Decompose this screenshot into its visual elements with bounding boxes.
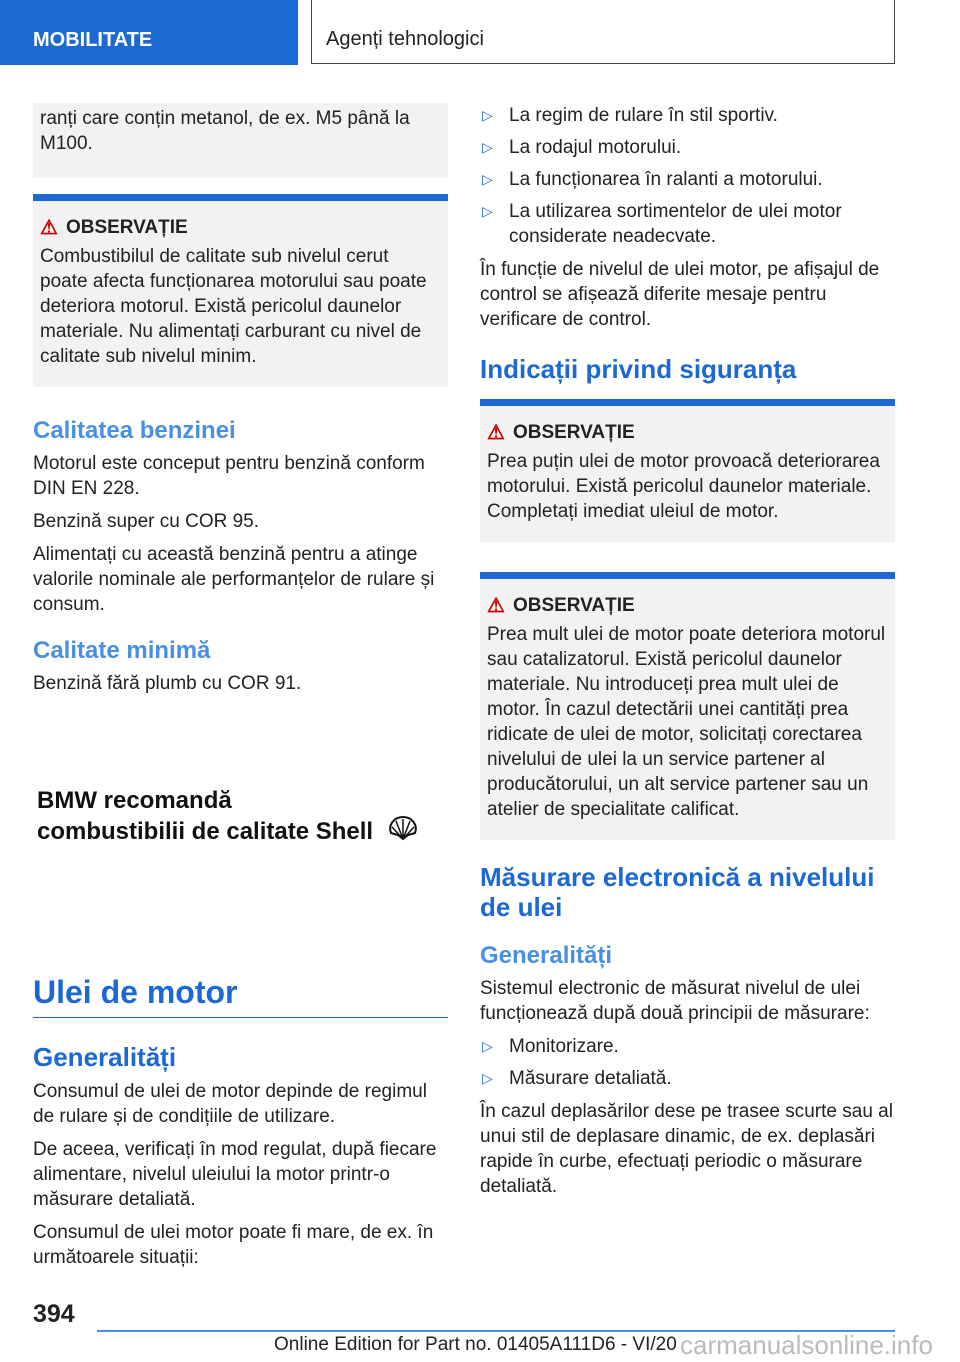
- list-item: ▷ La funcționarea în ralanti a motorului.: [482, 169, 823, 190]
- paragraph: În funcție de nivelul de ulei motor, pe afișajul de control se afișează diferite mesaje pentru verificare de control.: [480, 259, 880, 330]
- paragraph: Alimentați cu această benzină pentru a atinge valorile nominale ale performanțelor de rulare și consum.: [33, 544, 435, 615]
- list-item: ▷ La rodajul motorului.: [482, 137, 682, 158]
- note-title: OBSERVAȚIE: [512, 594, 635, 616]
- consumption-list: [480, 103, 895, 249]
- note-text: Prea puțin ulei de motor provoacă deteriorarea motorului. Există pericolul daunelor materiale. Completați imediat uleiul de motor.: [487, 451, 880, 522]
- triangle-bullet-icon: ▷: [482, 1038, 493, 1054]
- heading-engine-oil: Ulei de motor: [33, 974, 448, 1018]
- heading-general: Generalități: [33, 1042, 177, 1072]
- warning-icon: ⚠: [487, 595, 505, 617]
- note-text: Prea mult ulei de motor poate deteriora motorul sau catalizatorul. Există pericolul daunelor materiale. Nu introduceți prea mult ulei de motor. În cazul detectării unei cantități prea ridicate de ulei de motor, solicitați corectarea nivelului de ulei la un service partener al producătorului, un alt service partener sau un atelier de specialitate calificat.: [487, 624, 886, 820]
- list-item: ▷ Monitorizare.: [482, 1036, 619, 1057]
- paragraph: Consumul de ulei motor poate fi mare, de ex. în următoarele situații:: [33, 1222, 434, 1268]
- triangle-bullet-icon: ▷: [482, 139, 493, 155]
- triangle-bullet-icon: ▷: [482, 203, 493, 219]
- shell-line-2: combustibilii de calitate Shell: [37, 818, 374, 845]
- watermark: carmanualsonline.info: [680, 1330, 933, 1360]
- right-column: [480, 103, 895, 1207]
- left-column: [33, 103, 448, 1278]
- paragraph: Sistemul electronic de măsurat nivelul de ulei funcționează după două principii de măsurare:: [480, 978, 870, 1024]
- heading-safety: Indicații privind siguranța: [480, 354, 797, 384]
- heading-fuel-quality: Calitatea benzinei: [33, 417, 236, 444]
- paragraph: Consumul de ulei de motor depinde de regimul de rulare și de condițiile de utilizare.: [33, 1081, 427, 1127]
- page-number: 394: [33, 1300, 75, 1328]
- note-text: Combustibilul de calitate sub nivelul cerut poate afecta funcționarea motorului sau poate deteriora motorul. Există pericolul daunelor materiale. Nu alimentați carburant cu nivel de calitate sub nivelul minim.: [40, 246, 427, 367]
- principles-list: [480, 1034, 895, 1091]
- paragraph: Benzină fără plumb cu COR 91.: [33, 673, 302, 694]
- triangle-bullet-icon: ▷: [482, 1070, 493, 1086]
- paragraph: Motorul este conceput pentru benzină conform DIN EN 228.: [33, 453, 425, 499]
- note-title: OBSERVAȚIE: [65, 216, 188, 238]
- triangle-bullet-icon: ▷: [482, 171, 493, 187]
- note-title: OBSERVAȚIE: [512, 421, 635, 443]
- heading-min-quality: Calitate minimă: [33, 637, 211, 664]
- shell-logo-icon: [380, 818, 418, 845]
- list-item: ▷ La regim de rulare în stil sportiv.: [482, 105, 778, 126]
- paragraph: De aceea, verificați în mod regulat, după fiecare alimentare, nivelul uleiului la motor printr-o măsurare detaliată.: [33, 1139, 437, 1210]
- list-item: ▷ La utilizarea sortimentelor de ulei motor considerate neadecvate.: [482, 201, 842, 247]
- shell-line-1: BMW recomandă: [37, 787, 232, 814]
- shell-recommendation: [37, 786, 448, 846]
- triangle-bullet-icon: ▷: [482, 107, 493, 123]
- continued-box: [33, 103, 448, 178]
- heading-general: Generalități: [480, 942, 613, 969]
- chapter-title: Agenți tehnologici: [311, 0, 895, 64]
- heading-electronic-measurement: Măsurare electronică a nivelului de ulei: [480, 862, 875, 922]
- warning-note: [480, 572, 895, 840]
- warning-icon: ⚠: [487, 422, 505, 444]
- section-tab: MOBILITATE: [0, 0, 298, 65]
- warning-note: [33, 194, 448, 387]
- list-item: ▷ Măsurare detaliată.: [482, 1068, 672, 1089]
- paragraph: Benzină super cu COR 95.: [33, 511, 260, 532]
- paragraph: În cazul deplasărilor dese pe trasee scurte sau al unui stil de deplasare dinamic, de ex. deplasări rapide în curbe, efectuați periodic o măsurare detaliată.: [480, 1101, 893, 1197]
- edition-text: Online Edition for Part no. 01405A111D6 - VI/20: [274, 1334, 677, 1355]
- warning-note: [480, 399, 895, 542]
- box-text: ranți care conțin metanol, de ex. M5 până la M100.: [40, 108, 410, 154]
- warning-icon: ⚠: [40, 217, 58, 239]
